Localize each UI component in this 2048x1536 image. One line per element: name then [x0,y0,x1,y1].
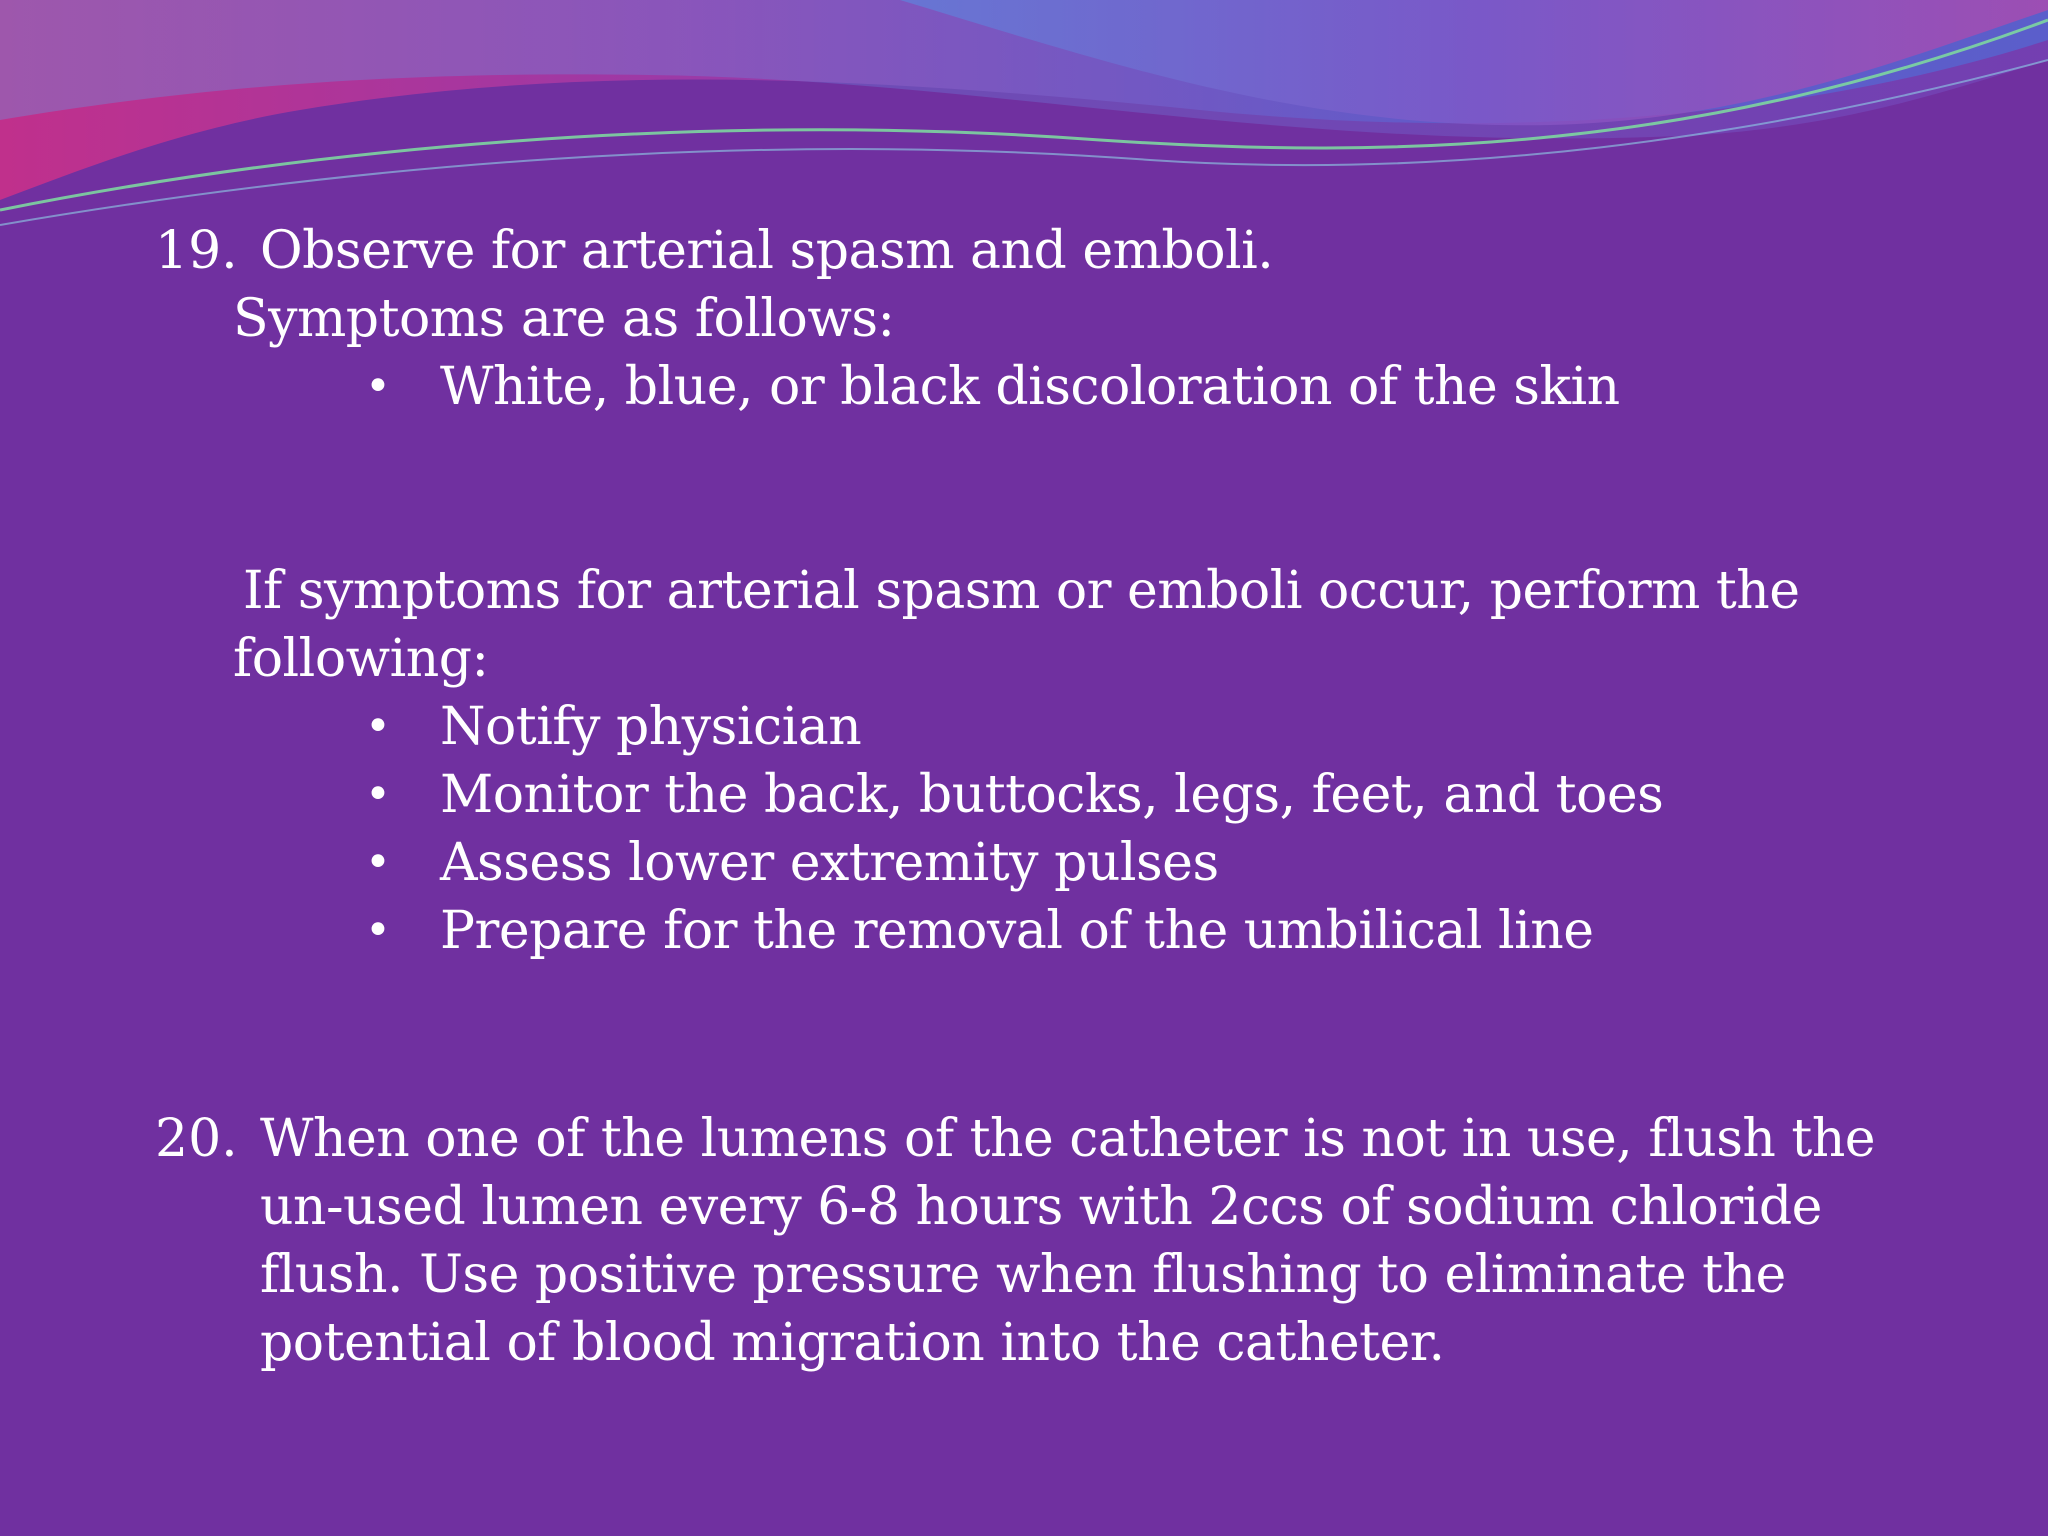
decorative-wave-header [0,0,2048,240]
step-20-line: flush. Use positive pressure when flushing to eliminate the [260,1245,1786,1305]
actions-intro-line2: following: [233,629,489,689]
action-item: Monitor the back, buttocks, legs, feet, and toes [440,765,1664,825]
bullet-glyph: • [365,905,391,956]
action-item: Notify physician [440,697,862,757]
bullet-glyph: • [365,361,391,412]
bullet-glyph: • [365,769,391,820]
bullet-glyph: • [365,837,391,888]
step-20-line: un-used lumen every 6-8 hours with 2ccs of sodium chloride [260,1177,1822,1237]
action-item: Assess lower extremity pulses [440,833,1219,893]
symptoms-intro: Symptoms are as follows: [233,289,895,349]
step-number-20: 20. [155,1109,238,1169]
step-title-19: Observe for arterial spasm and emboli. [260,221,1274,281]
bullet-glyph: • [365,701,391,752]
symptom-item: White, blue, or black discoloration of the skin [440,357,1620,417]
step-number-19: 19. [155,221,238,281]
action-item: Prepare for the removal of the umbilical line [440,901,1594,961]
step-20-line: potential of blood migration into the catheter. [260,1313,1445,1373]
actions-intro-line1: If symptoms for arterial spasm or emboli occur, perform the [243,561,1800,621]
step-20-line: When one of the lumens of the catheter is not in use, flush the [260,1109,1876,1169]
